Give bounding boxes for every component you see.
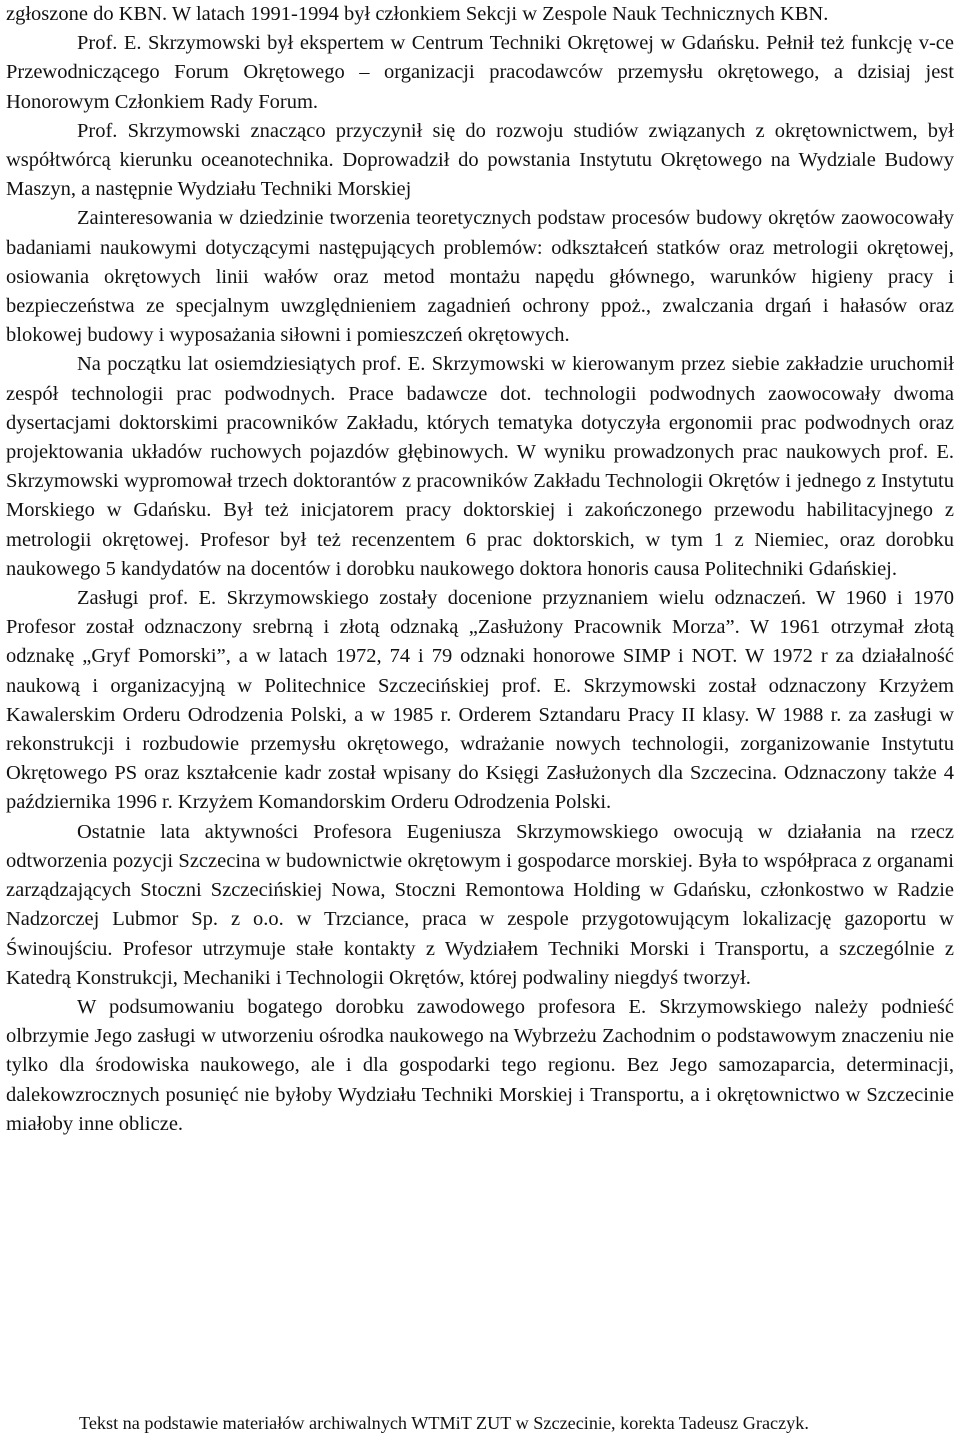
paragraph-awards: Zasługi prof. E. Skrzymowskiego zostały docenione przyznaniem wielu odznaczeń. W 1960 i 1970 Profesor został odznaczony srebrną i złotą odznaką „Zasłużony Pracownik Morza”. W 1961 otrzymał złotą odznakę „Gryf Pomorski”, a w latach 1972, 74 i 79 odznaki honorowe SIMP i NOT. W 1972 r za działalność naukową i organizacyjną w Politechnice Szczecińskiej prof. E. Skrzymowski został odznaczony Krzyżem Kawalerskim Orderu Odrodzenia Polski, a w 1985 r. Orderem Sztandaru Pracy II klasy. W 1988 r. za zasługi w rekonstrukcji i rozbudowie przemysłu okrętowego, wdrażanie nowych technologii, zorganizowanie Instytutu Okrętowego PS oraz kształcenie kadr został wpisany do Księgi Zasłużonych dla Szczecina. Odznaczony także 4 października 1996 r. Krzyżem Komandorskim Orderu Odrodzenia Polski.	[6, 587, 954, 814]
document-body	[6, 0, 954, 1139]
paragraph-studies: Prof. Skrzymowski znacząco przyczynił się do rozwoju studiów związanych z okrętownictwem, był współtwórcą kierunku oceanotechnika. Doprowadził do powstania Instytutu Okrętowego na Wydziale Budowy Maszyn, a następnie Wydziału Techniki Morskiej	[6, 119, 954, 201]
paragraph-expert: Prof. E. Skrzymowski był ekspertem w Centrum Techniki Okrętowej w Gdańsku. Pełnił też funkcję v-ce Przewodniczącego Forum Okrętowego – organizacji pracodawców przemysłu okrętowego, a dzisiaj jest Honorowym Członkiem Rady Forum.	[6, 32, 954, 113]
footer-note: Tekst na podstawie materiałów archiwalnych WTMiT ZUT w Szczecinie, korekta Tadeusz Graczyk.	[79, 1413, 809, 1433]
paragraph-kbn: zgłoszone do KBN. W latach 1991-1994 był członkiem Sekcji w Zespole Nauk Technicznych KBN.	[6, 3, 829, 25]
paragraph-summary: W podsumowaniu bogatego dorobku zawodowego profesora E. Skrzymowskiego należy podnieść olbrzymie Jego zasługi w utworzeniu ośrodka naukowego na Wybrzeżu Zachodnim o podstawowym znaczeniu nie tylko dla środowiska naukowego, ale i dla gospodarki tego regionu. Bez Jego samozaparcia, determinacji, dalekowzrocznych posunięć nie byłoby Wydziału Techniki Morskiej i Transportu, a i okrętownictwo w Szczecinie miałoby inne oblicze.	[6, 995, 954, 1135]
paragraph-underwater-technology: Na początku lat osiemdziesiątych prof. E. Skrzymowski w kierowanym przez siebie zakładzie uruchomił zespół technologii prac podwodnych. Prace badawcze dot. technologii podwodnych zaowocowały dwoma dysertacjami doktorskimi pracowników Zakładu, których tematyka dotyczyła ergonomii prac podwodnych oraz projektowania układów ruchowych pojazdów głębinowych. W wyniku prowadzonych prac naukowych prof. E. Skrzymowski wypromował trzech doktorantów z pracowników Zakładu Technologii Okrętów i jednego z Instytutu Morskiego w Gdańsku. Był też inicjatorem pracy doktorskiej i zakończonego przewodu habilitacyjnego z metrologii okrętowej. Profesor był też recenzentem 6 prac doktorskich, w tym 1 z Niemiec, oraz dorobku naukowego 5 kandydatów na docentów i dorobku naukowego doktora honoris causa Politechniki Gdańskiej.	[6, 353, 954, 580]
paragraph-recent-activity: Ostatnie lata aktywności Profesora Eugeniusza Skrzymowskiego owocują w działania na rzecz odtworzenia pozycji Szczecina w budownictwie okrętowym i gospodarce morskiej. Była to współpraca z organami zarządzających Stoczni Szczecińskiej Nowa, Stoczni Remontowa Holding w Gdańsku, członkostwo w Radzie Nadzorczej Lubmor Sp. z o.o. w Trzciance, praca w zespole przygotowującym lokalizację gazoportu w Świnoujściu. Profesor utrzymuje stałe kontakty z Wydziałem Techniki Morski i Transportu, a szczególnie z Katedrą Konstrukcji, Mechaniki i Technologii Okrętów, której podwaliny niegdyś tworzył.	[6, 820, 954, 989]
paragraph-research-interests: Zainteresowania w dziedzinie tworzenia teoretycznych podstaw procesów budowy okrętów zaowocowały badaniami naukowymi dotyczącymi następujących problemów: odkształceń statków oraz metrologii okrętowej, osiowania okrętowych linii wałów oraz metod montażu napędu głównego, warunków higieny pracy i bezpieczeństwa ze specjalnym uwzględnieniem zagadnień ochrony ppoż., zwalczania drgań i hałasów oraz blokowej budowy i wyposażania siłowni i pomieszczeń okrętowych.	[6, 207, 954, 347]
